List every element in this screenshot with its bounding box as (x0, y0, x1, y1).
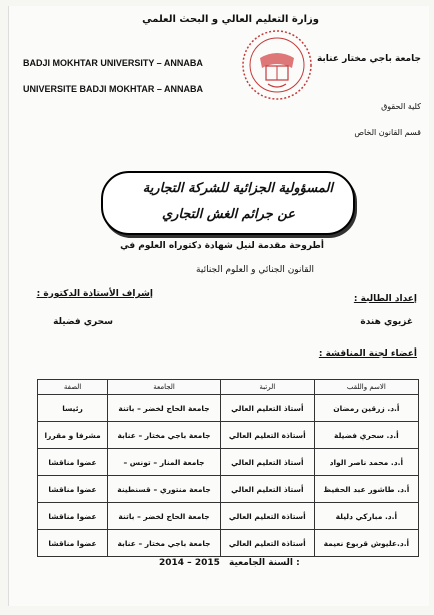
jury-rank: أستاذة التعليم العالي (220, 503, 314, 530)
table-row (38, 476, 419, 503)
jury-rank: أستاذ التعليم العالي (220, 476, 314, 503)
col-role-header: الصفة (38, 380, 108, 395)
academic-year-value: 2014 – 2015 (159, 558, 220, 568)
academic-year-label: السنة الجامعية : (229, 558, 300, 568)
jury-role: عضوا مناقشا (38, 449, 108, 476)
table-row (38, 503, 419, 530)
jury-name: أ.د. مباركي دليلة (314, 503, 418, 530)
jury-university: جامعة منتوري – قسنطينة (108, 476, 221, 503)
faculty-name: كلية الحقوق (381, 102, 421, 111)
department-name: قسم القانون الخاص (354, 128, 421, 137)
student-label: إعداد الطالبة : (353, 294, 417, 304)
thesis-title-line1: المسؤولية الجزائية للشركة التجارية (142, 181, 333, 196)
academic-year (159, 558, 300, 568)
jury-rank: أستاذ التعليم العالي (220, 449, 314, 476)
jury-rank: أستاذة التعليم العالي (220, 530, 314, 557)
jury-role: عضوا مناقشا (38, 503, 108, 530)
jury-rank: أستاذ التعليم العالي (220, 395, 314, 422)
thesis-subtitle-line2: القانون الجنائي و العلوم الجنائية (196, 265, 314, 275)
jury-role: رئيسا (38, 395, 108, 422)
jury-table-header (38, 380, 419, 395)
supervisor-label: إشراف الأستاذة الدكتورة : (36, 289, 153, 299)
ministry-heading: وزارة التعليم العالي و البحث العلمي (142, 14, 319, 25)
jury-university: جامعة المنار – تونس – (108, 449, 221, 476)
jury-university: جامعة الحاج لخضر – باتنة (108, 503, 221, 530)
jury-university: جامعة باجي مختار – عنابة (108, 422, 221, 449)
jury-rank: أستاذة التعليم العالي (220, 422, 314, 449)
thesis-title-box (101, 171, 355, 235)
table-row (38, 395, 419, 422)
university-logo (240, 28, 314, 102)
jury-university: جامعة الحاج لخضر – باتنة (108, 395, 221, 422)
jury-role: عضوا مناقشا (38, 476, 108, 503)
table-row (38, 422, 419, 449)
university-name-fr: UNIVERSITE BADJI MOKHTAR – ANNABA (23, 84, 204, 94)
document-page (8, 6, 429, 606)
jury-name: أ.د.عليوش قربوع نعيمة (314, 530, 418, 557)
col-name-header: الاسم واللقب (314, 380, 418, 395)
university-name-ar: جامعة باجي مختار عنابة (316, 54, 421, 64)
university-name-en: BADJI MOKHTAR UNIVERSITY – ANNABA (23, 58, 203, 68)
jury-label: أعضاء لجنة المناقشة : (318, 349, 417, 359)
thesis-subtitle-line1: أطروحة مقدمة لنيل شهادة دكتوراه العلوم في (120, 241, 324, 251)
thesis-title-line2: عن جرائم الغش التجاري (161, 207, 295, 222)
table-row (38, 530, 419, 557)
supervisor-name: سحري فضيلة (53, 317, 113, 327)
jury-name: أ.د. محمد ناصر الواد (314, 449, 418, 476)
jury-table (37, 379, 419, 557)
jury-university: جامعة باجي مختار – عنابة (108, 530, 221, 557)
col-rank-header: الرتبة (220, 380, 314, 395)
jury-name: أ.د. سحري فضيلة (314, 422, 418, 449)
jury-role: عضوا مناقشا (38, 530, 108, 557)
table-row (38, 449, 419, 476)
col-university-header: الجامعة (108, 380, 221, 395)
jury-name: أ.د. زرقين رمضان (314, 395, 418, 422)
student-name: غزيوي هندة (360, 317, 413, 327)
jury-role: مشرفا و مقررا (38, 422, 108, 449)
jury-name: أ.د. طاشور عبد الحفيظ (314, 476, 418, 503)
